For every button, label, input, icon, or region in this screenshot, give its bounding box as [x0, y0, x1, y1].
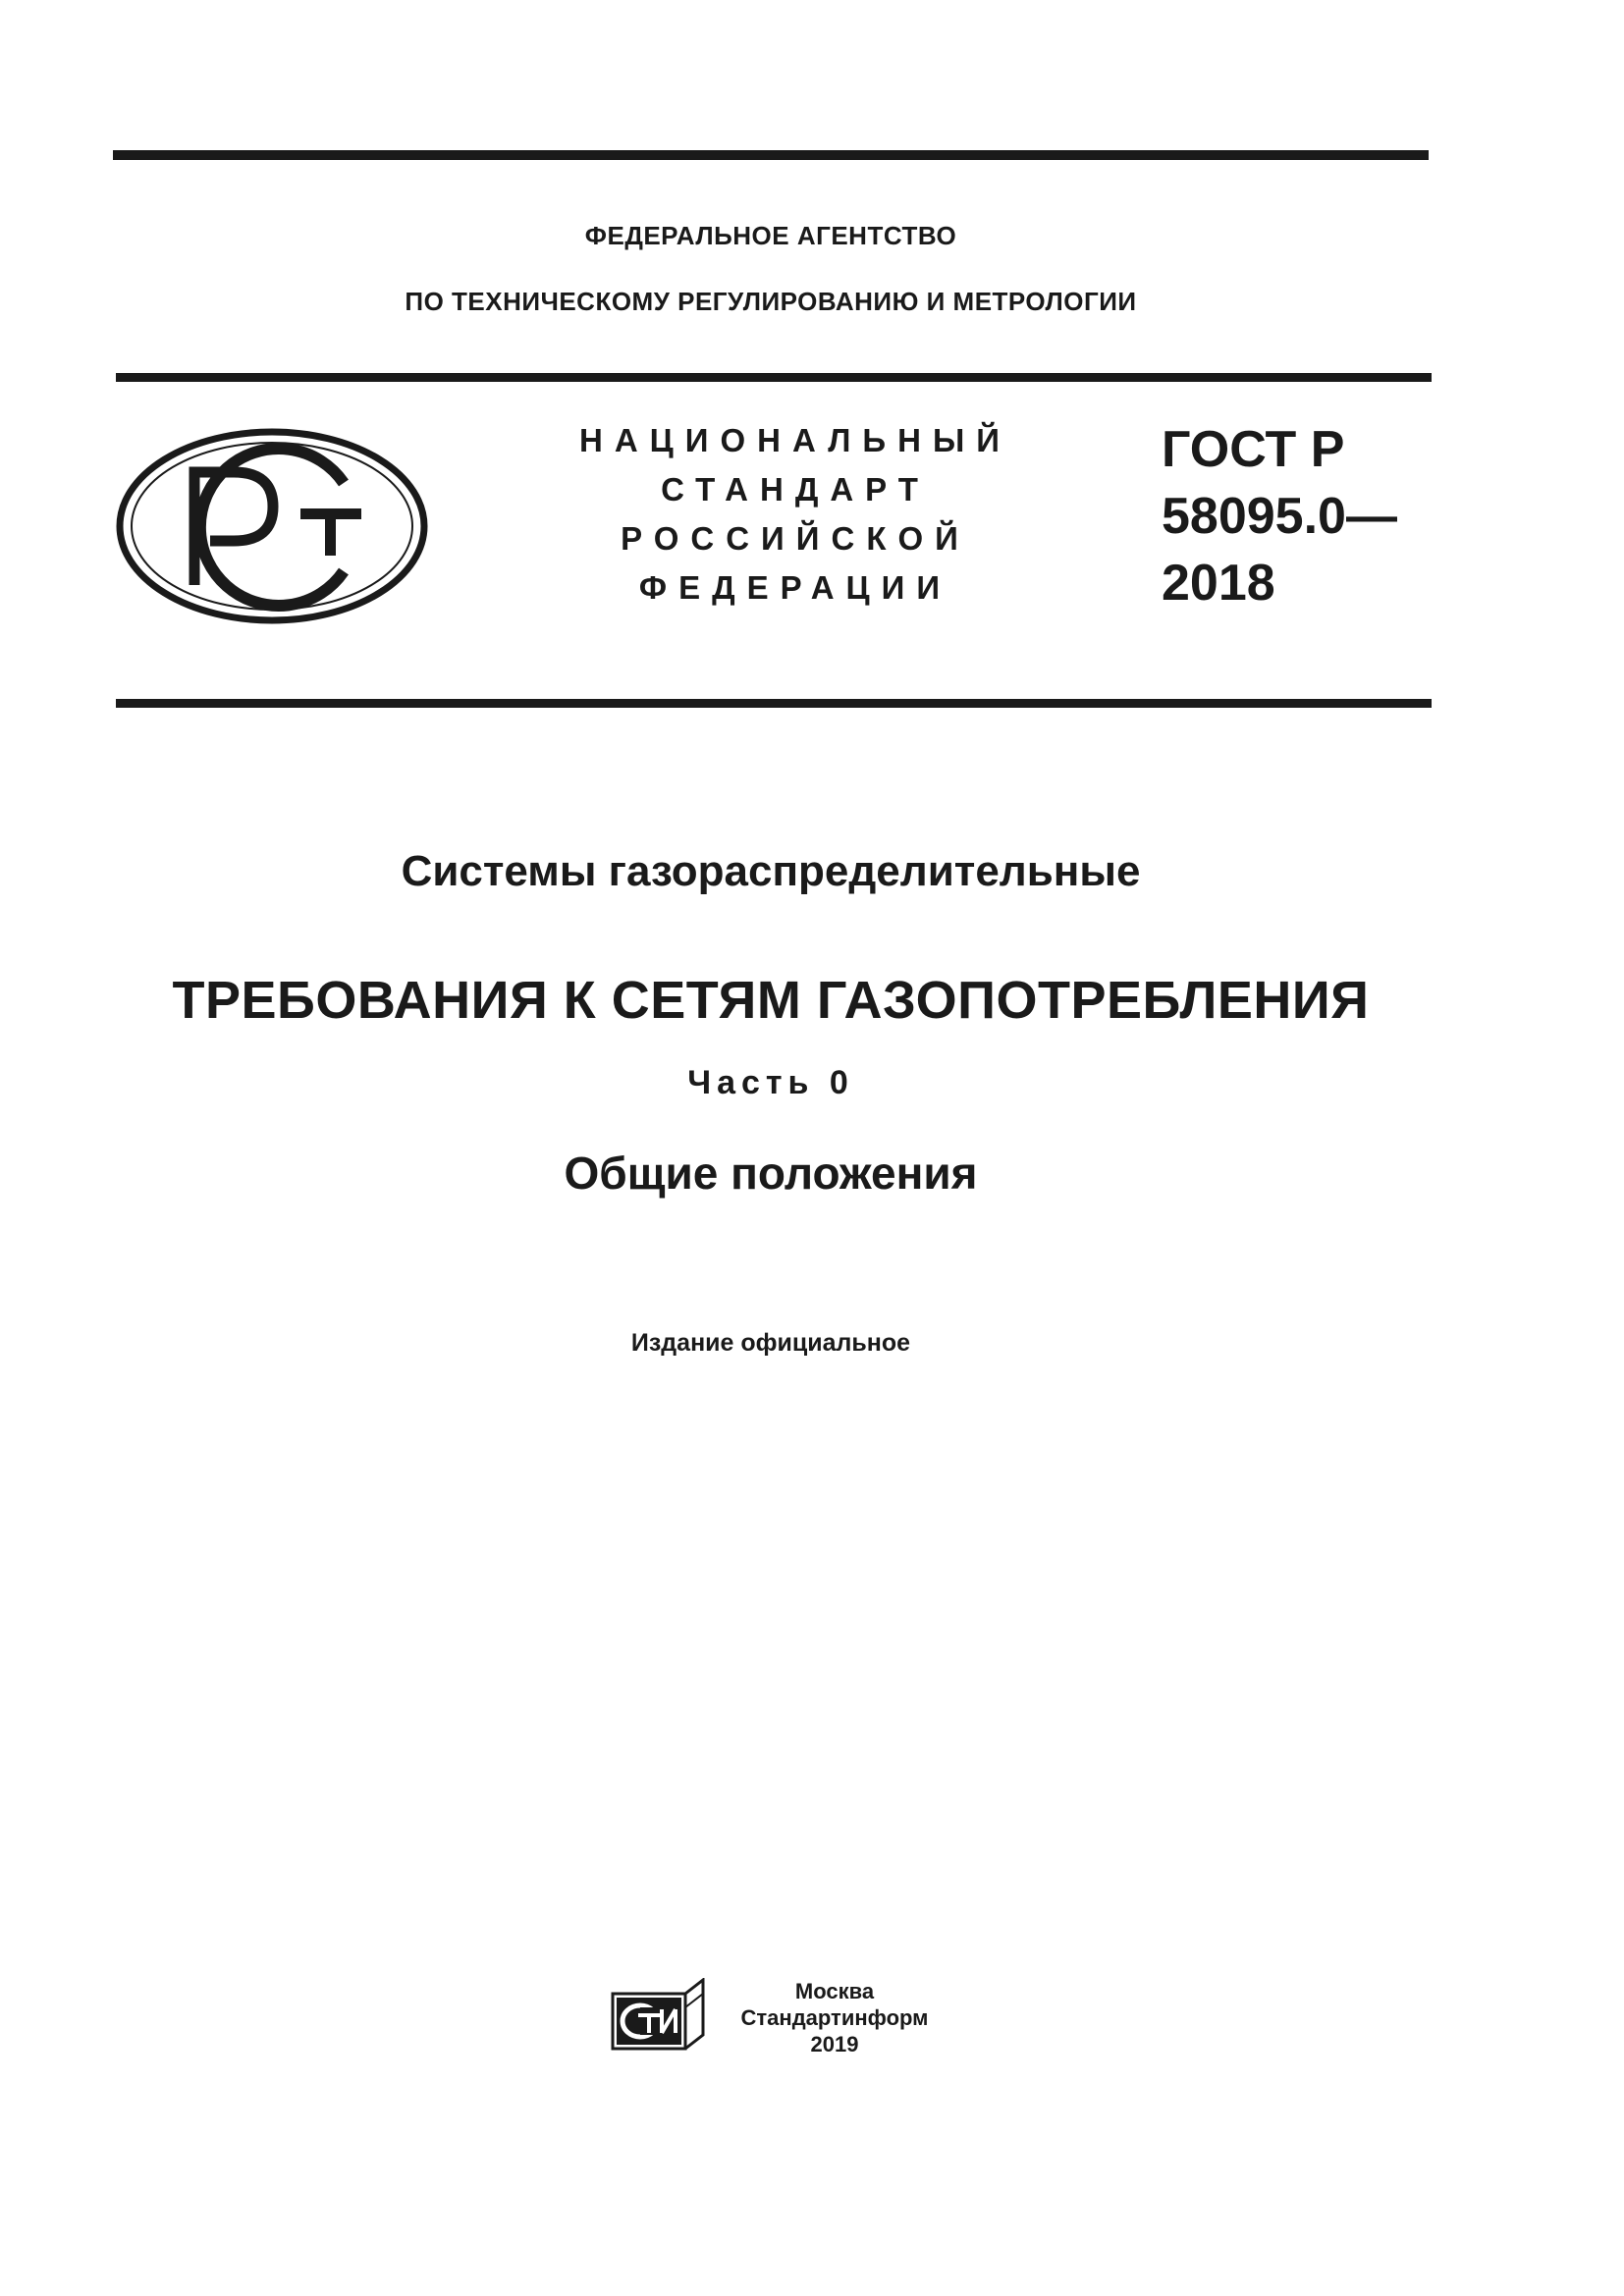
- agency-line-2: ПО ТЕХНИЧЕСКОМУ РЕГУЛИРОВАНИЮ И МЕТРОЛОГИИ: [405, 287, 1137, 316]
- system-title: Системы газораспределительные: [401, 847, 1141, 895]
- rst-certification-mark-icon: [116, 428, 428, 624]
- main-title: ТРЕБОВАНИЯ К СЕТЯМ ГАЗОПОТРЕБЛЕНИЯ: [172, 971, 1370, 1030]
- national-line-3: РОССИЙСКОЙ: [621, 520, 970, 557]
- publisher-city: Москва: [794, 1979, 875, 2003]
- block-bottom-rule: [116, 699, 1432, 708]
- gost-code-line-1: ГОСТ Р: [1162, 421, 1345, 478]
- part-label: Часть 0: [687, 1064, 854, 1101]
- national-line-1: НАЦИОНАЛЬНЫЙ: [579, 422, 1011, 458]
- publisher-name: Стандартинформ: [740, 2005, 929, 2030]
- publisher-year: 2019: [810, 2032, 859, 2056]
- agency-line-1: ФЕДЕРАЛЬНОЕ АГЕНТСТВО: [584, 221, 957, 250]
- national-line-4: ФЕДЕРАЦИИ: [638, 569, 952, 606]
- national-line-2: СТАНДАРТ: [661, 471, 930, 507]
- top-rule: [113, 150, 1429, 160]
- gost-code-line-2: 58095.0—: [1162, 488, 1397, 545]
- subtitle: Общие положения: [564, 1148, 978, 1199]
- edition-label: Издание официальное: [630, 1329, 911, 1357]
- gost-code-line-3: 2018: [1162, 555, 1275, 612]
- header-rule: [116, 373, 1432, 382]
- standartinform-logo-icon: [611, 1978, 705, 2053]
